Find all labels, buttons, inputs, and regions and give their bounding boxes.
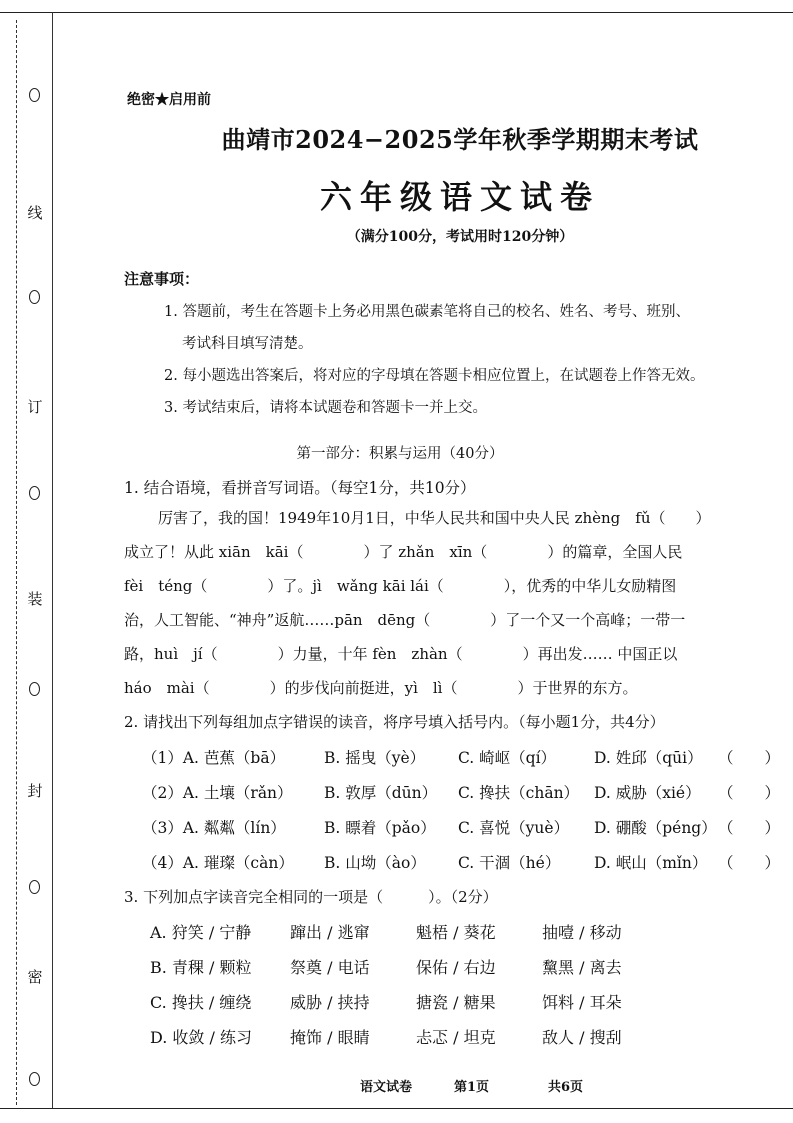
binding-mark-bind: 装 — [27, 590, 43, 608]
binding-mark-line: 线 — [27, 204, 43, 222]
binding-hole — [29, 290, 40, 304]
binding-hole — [29, 1072, 40, 1086]
option-c: C. 喜悦（yuè） — [458, 819, 570, 837]
option-a: （1）A. 芭蕉（bā） — [142, 749, 286, 767]
word-pair: 祭奠 / 电话 — [290, 958, 370, 977]
binding-mark-secret: 密 — [27, 968, 43, 986]
option-d: D. 硼酸（péng） — [594, 819, 717, 837]
option-a-word-pair: A. 狩笑 / 宁静 — [150, 923, 252, 942]
word-pair: 魁梧 / 葵花 — [416, 923, 496, 942]
question-1-text-line: 成立了！从此 xiān kāi（ ）了 zhǎn xīn（ ）的篇章，全国人民 — [124, 543, 683, 561]
note-item-continued: 考试科目填写清楚。 — [182, 336, 313, 352]
answer-blank: （ ） — [718, 854, 781, 872]
binding-hole — [29, 486, 40, 500]
binding-mark-seal: 封 — [27, 782, 43, 800]
bottom-border — [0, 1108, 793, 1109]
word-pair: 威胁 / 挟持 — [290, 993, 370, 1012]
section-heading: 第一部分：积累与运用（40分） — [296, 446, 504, 462]
exam-info: （满分100分，考试用时120分钟） — [346, 229, 574, 245]
binding-solid-line — [52, 12, 53, 1108]
footer-subject: 语文试卷 — [360, 1080, 413, 1095]
option-c: C. 干涸（hé） — [458, 854, 561, 872]
option-b: B. 瞟着（pǎo） — [324, 819, 436, 837]
binding-mark-order: 订 — [27, 398, 43, 416]
answer-blank: （ ） — [718, 819, 781, 837]
question-3-stem: 3. 下列加点字读音完全相同的一项是（ ）。（2分） — [124, 888, 498, 906]
question-1-text-line: 路，huì jí（ ）力量，十年 fèn zhàn（ ）再出发…… 中国正以 — [124, 645, 678, 663]
word-pair: 黧黑 / 离去 — [542, 958, 622, 977]
option-a: （3）A. 粼粼（lín） — [142, 819, 286, 837]
word-pair: 保佑 / 右边 — [416, 958, 496, 977]
binding-hole — [29, 88, 40, 102]
option-c: C. 崎岖（qí） — [458, 749, 557, 767]
exam-title: 曲靖市2024−2025学年秋季学期期末考试 — [221, 125, 699, 154]
question-1-stem: 1. 结合语境，看拼音写词语。（每空1分，共10分） — [124, 479, 476, 497]
notes-heading: 注意事项： — [124, 270, 200, 288]
option-b-word-pair: B. 青稞 / 颗粒 — [150, 958, 252, 977]
footer-page-number: 第1页 — [454, 1080, 490, 1095]
question-1-text-line: 治，人工智能、“神舟”返航……pān dēng（ ）了一个又一个高峰；一带一 — [124, 611, 686, 629]
secret-label: 绝密★启用前 — [127, 92, 211, 108]
word-pair: 掩饰 / 眼睛 — [290, 1028, 370, 1047]
word-pair: 蹿出 / 逃窜 — [290, 923, 370, 942]
option-c-word-pair: C. 搀扶 / 缠绕 — [150, 993, 252, 1012]
question-1-text-line: fèi téng（ ）了。jì wǎng kāi lái（ ），优秀的中华儿女励精图 — [124, 577, 677, 595]
question-1-text-line: 厉害了，我的国！1949年10月1日，中华人民共和国中央人民 zhèng fǔ（ ） — [158, 509, 711, 527]
word-pair: 抽噎 / 移动 — [542, 923, 622, 942]
question-1-text-line: háo mài（ ）的步伐向前挺进，yì lì（ ）于世界的东方。 — [124, 679, 638, 697]
answer-blank: （ ） — [718, 784, 781, 802]
exam-subject-title: 六年级语文试卷 — [319, 178, 600, 216]
option-a: （2）A. 土壤（rǎn） — [142, 784, 293, 802]
option-c: C. 搀扶（chān） — [458, 784, 580, 802]
note-item: 3. 考试结束后，请将本试题卷和答题卡一并上交。 — [164, 400, 487, 416]
binding-hole — [29, 880, 40, 894]
question-2-stem: 2. 请找出下列每组加点字错误的读音，将序号填入括号内。（每小题1分，共4分） — [124, 713, 665, 731]
note-item: 1. 答题前，考生在答题卡上务必用黑色碳素笔将自己的校名、姓名、考号、班别、 — [164, 304, 690, 320]
footer-total-pages: 共6页 — [548, 1080, 584, 1095]
binding-dashed-line — [16, 20, 17, 1105]
word-pair: 饵料 / 耳朵 — [542, 993, 622, 1012]
word-pair: 忐忑 / 坦克 — [416, 1028, 496, 1047]
option-a: （4）A. 璀璨（càn） — [142, 854, 294, 872]
option-d: D. 岷山（mǐn） — [594, 854, 708, 872]
option-d: D. 威胁（xié） — [594, 784, 701, 802]
option-d: D. 姓邱（qūi） — [594, 749, 703, 767]
option-b: B. 山坳（ào） — [324, 854, 426, 872]
option-b: B. 摇曳（yè） — [324, 749, 426, 767]
word-pair: 敌人 / 搜刮 — [542, 1028, 622, 1047]
option-d-word-pair: D. 收敛 / 练习 — [150, 1028, 252, 1047]
answer-blank: （ ） — [718, 749, 781, 767]
note-item: 2. 每小题选出答案后，将对应的字母填在答题卡相应位置上，在试题卷上作答无效。 — [164, 368, 705, 384]
binding-hole — [29, 682, 40, 696]
word-pair: 搪瓷 / 糖果 — [416, 993, 496, 1012]
option-b: B. 敦厚（dūn） — [324, 784, 438, 802]
top-border — [0, 12, 793, 13]
